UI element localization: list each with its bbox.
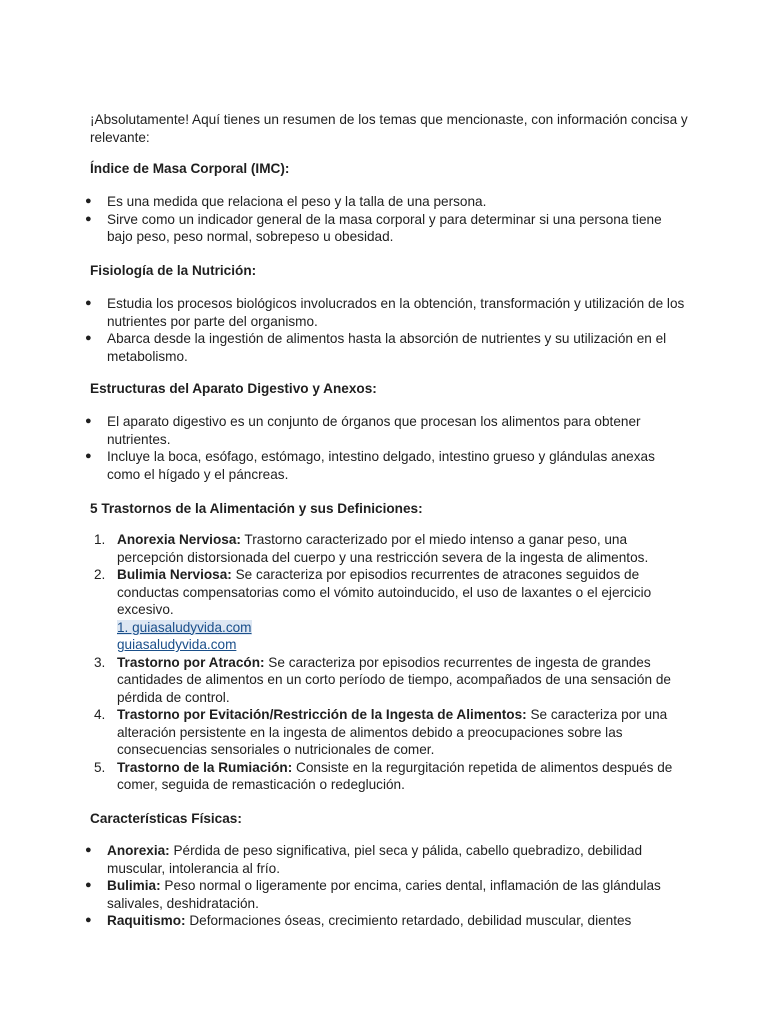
definition: Consiste en la regurgitación repetida de alimentos después de comer, seguida de remasticación o redeglución.	[117, 759, 673, 792]
heading-estructuras: Estructuras del Aparato Digestivo y Anexos:	[90, 381, 377, 396]
list-imc	[90, 193, 690, 246]
list-estructuras	[90, 413, 690, 483]
source-link[interactable]: guiasaludyvida.com	[117, 637, 237, 652]
list-item-bulimia	[90, 877, 680, 912]
list-number: 4.	[94, 707, 106, 722]
term: Bulimia:	[107, 878, 161, 893]
list-item: ● El aparato digestivo es un conjunto de órganos que procesan los alimentos para obtener nutrientes.	[90, 413, 690, 448]
description: Deformaciones óseas, crecimiento retardado, debilidad muscular, dientes	[185, 913, 632, 928]
description: Peso normal o ligeramente por encima, caries dental, inflamación de las glándulas salivales, deshidratación.	[107, 878, 661, 911]
list-item: ● Sirve como un indicador general de la masa corporal y para determinar si una persona tiene bajo peso, peso normal, sobrepeso u obesidad.	[90, 211, 690, 246]
list-item: ● Incluye la boca, esófago, estómago, intestino delgado, intestino grueso y glándulas anexas como el hígado y el páncreas.	[90, 448, 690, 483]
term: Anorexia:	[107, 843, 170, 858]
list-item: ● Es una medida que relaciona el peso y la talla de una persona.	[90, 193, 690, 211]
list-item-evitacion	[90, 706, 680, 759]
definition: Trastorno caracterizado por el miedo intenso a ganar peso, una percepción distorsionada del cuerpo y una restricción severa de la ingesta de alimentos.	[117, 532, 649, 565]
heading-fisiologia: Fisiología de la Nutrición:	[90, 263, 257, 278]
list-item-atracon	[90, 654, 680, 707]
heading-caracteristicas: Características Físicas:	[90, 811, 242, 826]
term: Anorexia Nerviosa:	[117, 532, 241, 547]
list-item: ● Estudia los procesos biológicos involucrados en la obtención, transformación y utilización de los nutrientes por parte del organismo.	[90, 295, 690, 330]
term: Trastorno por Atracón:	[117, 654, 265, 670]
definition: Se caracteriza por episodios recurrentes de ingesta de grandes cantidades de alimentos en un corto período de tiempo, acompañados de una sensación de pérdida de control.	[117, 654, 671, 705]
list-item: ● Abarca desde la ingestión de alimentos hasta la absorción de nutrientes y su utilización en el metabolismo.	[90, 330, 690, 365]
list-item-anorexia	[90, 842, 680, 877]
list-number: 1.	[94, 532, 106, 547]
list-caracteristicas	[90, 842, 680, 930]
list-item-raquitismo	[90, 912, 680, 930]
heading-imc: Índice de Masa Corporal (IMC):	[90, 161, 290, 176]
list-trastornos	[90, 531, 680, 794]
list-number: 5.	[94, 759, 106, 775]
intro-paragraph: ¡Absolutamente! Aquí tienes un resumen de los temas que mencionaste, con información concisa y relevante:	[90, 112, 688, 145]
list-fisiologia	[90, 295, 690, 365]
term: Bulimia Nerviosa:	[117, 567, 232, 582]
list-number: 3.	[94, 654, 106, 670]
term: Raquitismo:	[107, 913, 186, 928]
term: Trastorno por Evitación/Restricción de la Ingesta de Alimentos:	[117, 707, 527, 722]
list-item-bulimia-nerviosa	[90, 566, 680, 654]
description: Pérdida de peso significativa, piel seca y pálida, cabello quebradizo, debilidad muscular, intolerancia al frío.	[107, 843, 643, 876]
source-link[interactable]: 1. guiasaludyvida.com	[117, 619, 252, 635]
list-item-anorexia-nerviosa	[90, 531, 680, 566]
definition: Se caracteriza por una alteración persistente en la ingesta de alimentos debido a preocupaciones sobre las consecuencias sensoriales o nutricionales de comer.	[117, 707, 668, 757]
list-item-rumiacion	[90, 759, 680, 794]
heading-trastornos: 5 Trastornos de la Alimentación y sus Definiciones:	[90, 501, 423, 516]
term: Trastorno de la Rumiación:	[117, 759, 293, 775]
list-number: 2.	[94, 567, 106, 582]
definition: Se caracteriza por episodios recurrentes de atracones seguidos de conductas compensatorias como el vómito autoinducido, el uso de laxantes o el ejercicio excesivo.	[117, 567, 652, 617]
